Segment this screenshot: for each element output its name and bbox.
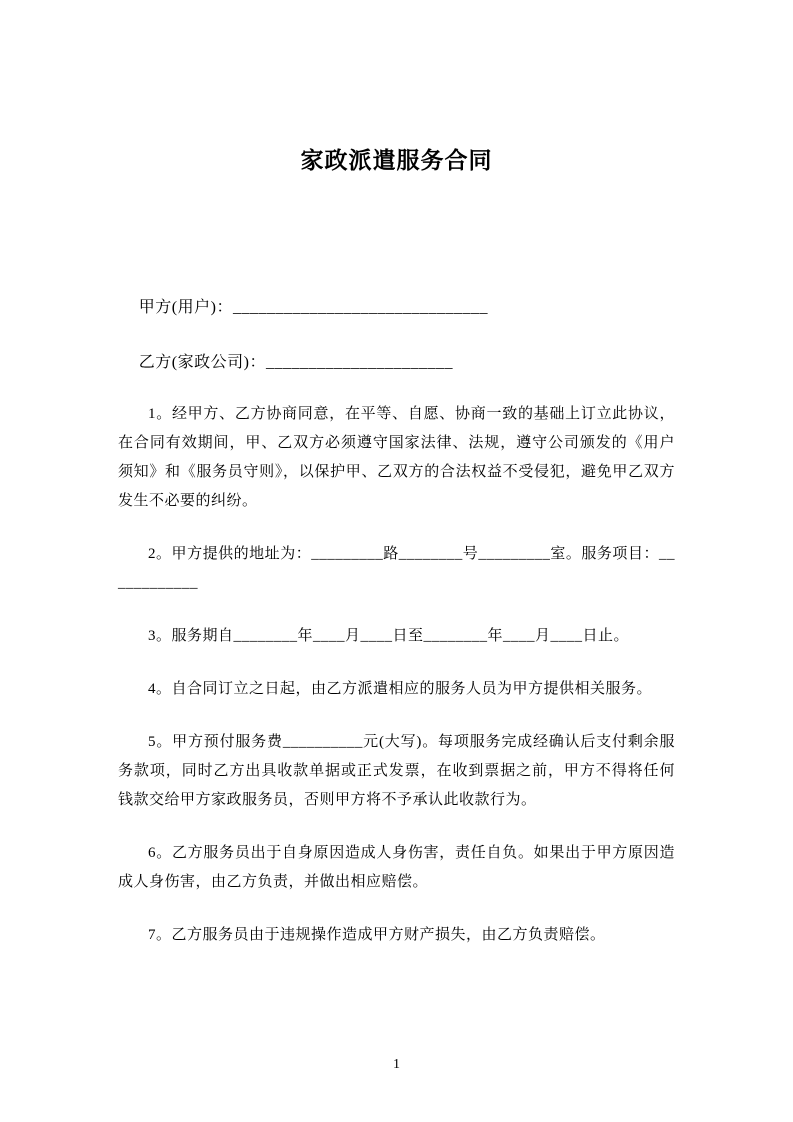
- page-number: 1: [393, 1057, 400, 1072]
- clause-paragraph-6: 6。乙方服务员出于自身原因造成人身伤害，责任自负。如果出于甲方原因造成人身伤害，由乙方负责，并做出相应赔偿。: [118, 845, 675, 890]
- clauses-section: [118, 400, 675, 950]
- clause-paragraph-5: 5。甲方预付服务费__________元(大写)。每项服务完成经确认后支付剩余服务款项，同时乙方出具收款单据或正式发票，在收到票据之前，甲方不得将任何钱款交给甲方家政服务员，否则甲方将不予承认此收款行为。: [118, 734, 675, 808]
- clause-paragraph-1: 1。经甲方、乙方协商同意，在平等、自愿、协商一致的基础上订立此协议，在合同有效期间，甲、乙双方必须遵守国家法律、法规，遵守公司颁发的《用户须知》和《服务员守则》，以保护甲、乙双方的合法权益不受侵犯，避免甲乙双方发生不必要的纠纷。: [118, 406, 675, 509]
- clause-paragraph-2: 2。甲方提供的地址为：_________路________号_________室。服务项目：____________: [118, 546, 675, 591]
- clause-paragraph-4: 4。自合同订立之日起，由乙方派遣相应的服务人员为甲方提供相关服务。: [148, 681, 653, 697]
- document-content: [0, 145, 793, 950]
- clause-paragraph-3: 3。服务期自________年____月____日至________年____月____日止。: [148, 628, 630, 644]
- party-b-line: 乙方(家政公司)：______________________: [138, 354, 453, 371]
- clause-paragraph-7: 7。乙方服务员由于违规操作造成甲方财产损失，由乙方负责赔偿。: [148, 927, 606, 943]
- party-a-line: 甲方(用户)：______________________________: [138, 299, 488, 316]
- document-title: 家政派遣服务合同: [300, 147, 493, 173]
